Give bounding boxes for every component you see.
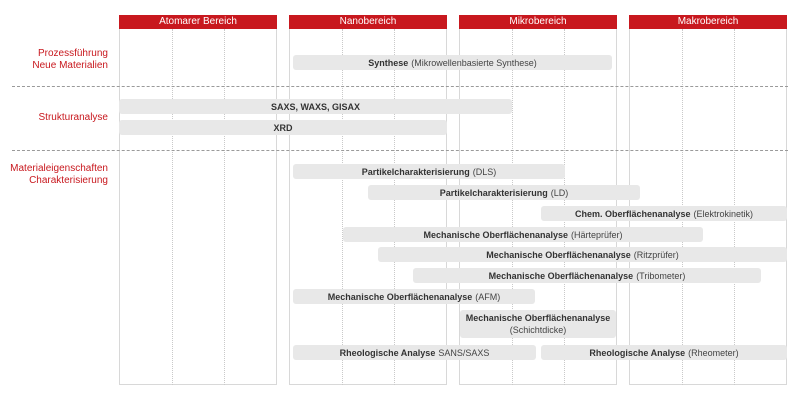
row-label-material [10, 163, 108, 187]
bar-detail: (AFM) [475, 291, 501, 302]
bar-mech-haertepruefer [343, 227, 703, 242]
bar-mech-schichtdicke [460, 310, 616, 338]
row-label-line: Materialeigenschaften [10, 163, 108, 174]
row-label-line: Strukturanalyse [38, 112, 108, 123]
bar-detail: (Tribometer) [636, 270, 686, 281]
bar-text [466, 312, 611, 336]
column-header-nano: Nanobereich [289, 15, 447, 29]
column-frame-nano [289, 29, 447, 385]
column-header-makro: Makrobereich [629, 15, 787, 29]
bar-method: XRD [273, 122, 293, 133]
bar-method: Synthese [368, 57, 409, 68]
gridline [342, 29, 343, 385]
bar-partikel-dls [293, 164, 565, 179]
bar-method: Mechanische Oberflächenanalyse [465, 313, 611, 323]
row-label-struktur [39, 112, 108, 124]
bar-mech-tribometer [413, 268, 761, 283]
column-header-atomar: Atomarer Bereich [119, 15, 277, 29]
bar-mech-afm [293, 289, 535, 304]
bar-xrd [119, 120, 447, 135]
bar-method: Mechanische Oberflächenanalyse [486, 249, 631, 260]
gridline [224, 29, 225, 385]
bar-method: Partikelcharakterisierung [361, 166, 470, 177]
column-header-mikro: Mikrobereich [459, 15, 617, 29]
bar-partikel-ld [368, 185, 640, 200]
row-separator [12, 150, 788, 151]
bar-method: Mechanische Oberflächenanalyse [488, 270, 634, 281]
gridline [172, 29, 173, 385]
bar-detail: (Schichtdicke) [509, 325, 567, 335]
row-label-prozess [32, 48, 108, 72]
bar-saxs-waxs-gisax [119, 99, 512, 114]
bar-detail: (Ritzprüfer) [633, 249, 679, 260]
bar-method: Mechanische Oberflächenanalyse [423, 229, 569, 240]
bar-detail: SANS/SAXS [438, 347, 490, 358]
bar-mech-ritzpruefer [378, 247, 787, 262]
row-label-line: Neue Materialien [32, 60, 108, 71]
bar-method: Rheologische Analyse [589, 347, 686, 358]
row-label-line: Prozessführung [37, 48, 108, 59]
bar-rheologie-sans-saxs [293, 345, 536, 360]
row-separator [12, 86, 788, 87]
bar-method: Rheologische Analyse [339, 347, 436, 358]
bar-detail: (Mikrowellenbasierte Synthese) [411, 57, 537, 68]
bar-chem-oberflaeche [541, 206, 787, 221]
bar-synthese [293, 55, 612, 70]
bar-rheologie-rheometer [541, 345, 787, 360]
bar-detail: (Elektrokinetik) [693, 208, 754, 219]
gridline [394, 29, 395, 385]
row-label-line: Charakterisierung [29, 175, 108, 186]
bar-method: Chem. Oberflächenanalyse [574, 208, 691, 219]
column-frame-atomar [119, 29, 277, 385]
bar-detail: (LD) [550, 187, 569, 198]
bar-detail: (Härteprüfer) [571, 229, 623, 240]
bar-method: Partikelcharakterisierung [439, 187, 548, 198]
bar-method: Mechanische Oberflächenanalyse [327, 291, 473, 302]
bar-detail: (Rheometer) [688, 347, 739, 358]
bar-detail: (DLS) [472, 166, 497, 177]
bar-method: SAXS, WAXS, GISAX [270, 101, 361, 112]
